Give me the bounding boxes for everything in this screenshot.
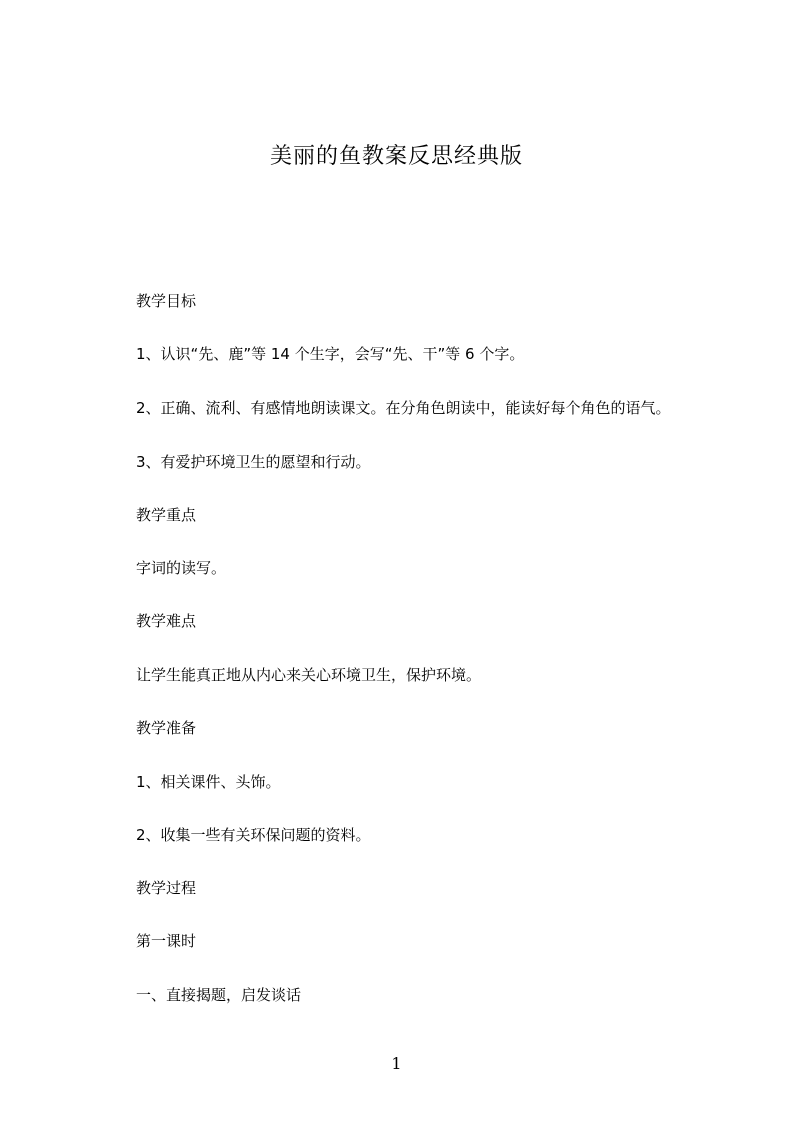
preparation-item-1: 1、相关课件、头饰。 <box>136 773 281 791</box>
lesson-heading-first: 第一课时 <box>136 932 197 950</box>
page-number: 1 <box>391 1054 402 1073</box>
preparation-item-2: 2、收集一些有关环保问题的资料。 <box>136 826 371 844</box>
key-points-text: 字词的读写。 <box>136 559 227 577</box>
difficulties-text: 让学生能真正地从内心来关心环境卫生，保护环境。 <box>136 666 482 684</box>
section-heading-key-points: 教学重点 <box>136 506 197 524</box>
objective-item-3: 3、有爱护环境卫生的愿望和行动。 <box>136 453 371 471</box>
section-heading-process: 教学过程 <box>136 879 197 897</box>
section-heading-difficulties: 教学难点 <box>136 612 197 630</box>
section-heading-preparation: 教学准备 <box>136 719 197 737</box>
objective-item-2: 2、正确、流利、有感情地朗读课文。在分角色朗读中，能读好每个角色的语气。 <box>136 399 671 417</box>
step-heading-1: 一、直接揭题，启发谈话 <box>136 986 302 1004</box>
objective-item-1: 1、认识“先、鹿”等 14 个生字，会写“先、干”等 6 个字。 <box>136 345 525 363</box>
document-title: 美丽的鱼教案反思经典版 <box>269 144 523 169</box>
section-heading-objectives: 教学目标 <box>136 292 197 310</box>
